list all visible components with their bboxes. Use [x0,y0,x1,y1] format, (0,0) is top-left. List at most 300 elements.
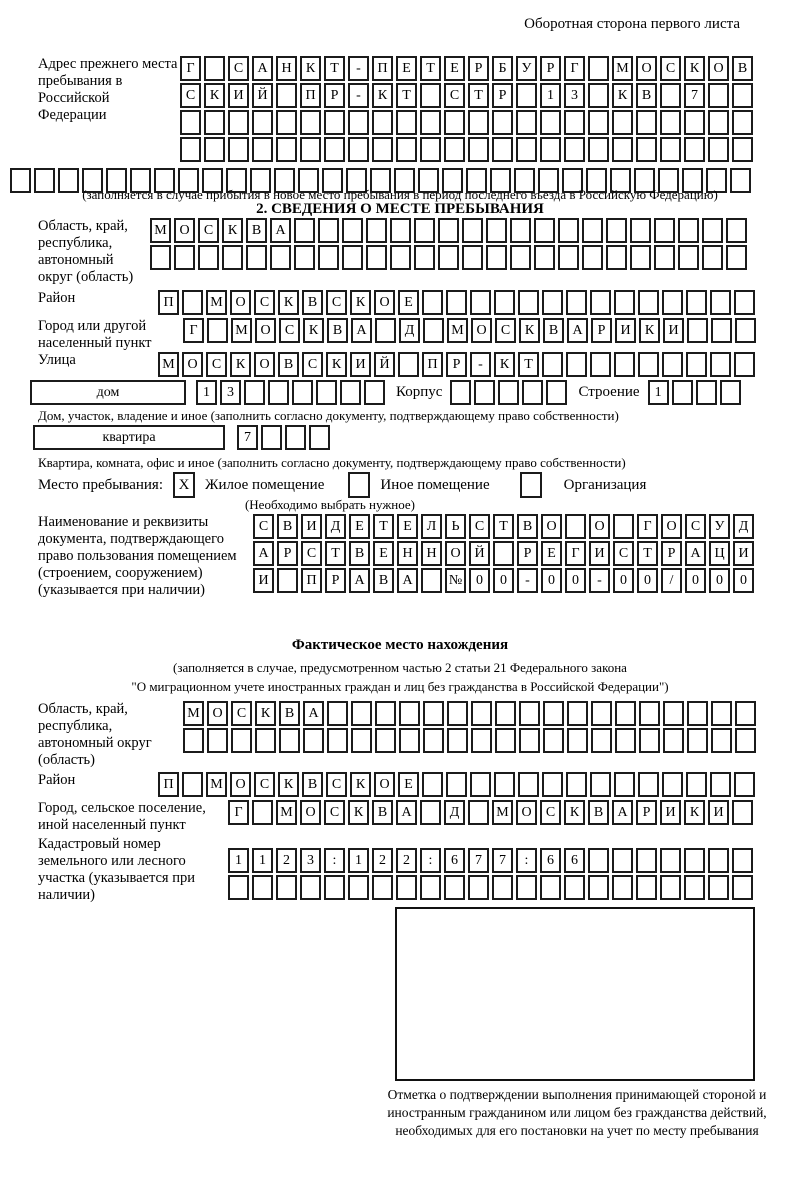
form-cell [450,380,471,405]
form-cell [279,728,300,753]
cadastral-field [38,836,756,904]
form-cell: Й [374,352,395,377]
form-cell [660,110,681,135]
form-cell [546,380,567,405]
stay-place-row [38,472,646,498]
form-cell [399,701,420,726]
form-cell [702,245,723,270]
form-cell: К [639,318,660,343]
form-cell: О [254,352,275,377]
form-cell [711,701,732,726]
stay-option-label-residential: Жилое помещение [205,477,325,493]
stay-place-label: Место пребывания: [38,477,163,493]
form-cell: К [255,701,276,726]
form-cell: К [303,318,324,343]
form-cell: А [567,318,588,343]
form-cell: Н [276,56,297,81]
form-cell [732,800,753,825]
form-cell: С [254,772,275,797]
form-cell [687,728,708,753]
form-cell [660,137,681,162]
form-cell: О [300,800,321,825]
form-cell [309,425,330,450]
form-cell [588,110,609,135]
form-cell: Р [540,56,561,81]
actual-region-field [38,701,759,769]
form-cell: И [253,568,274,593]
form-cell [590,290,611,315]
form-cell: А [253,541,274,566]
form-cell: С [660,56,681,81]
form-cell: С [495,318,516,343]
form-cell [366,218,387,243]
form-cell [726,218,747,243]
document-field [38,514,757,599]
previous-address-row-4 [180,137,756,162]
form-cell: А [685,541,706,566]
form-cell [678,245,699,270]
form-cell: С [206,352,227,377]
form-cell [474,380,495,405]
form-cell [468,137,489,162]
form-cell: Р [661,541,682,566]
form-cell: Е [444,56,465,81]
form-cell [327,728,348,753]
form-cell: У [516,56,537,81]
form-cell: 6 [564,848,585,873]
confirmation-stamp-note: Отметка о подтверждении выполнения принимающей стороной и иностранным гражданином или лицом без гражданства действий, необходимых для его постановки на учет по месту пребывания [387,1087,767,1138]
form-cell [613,514,634,539]
form-cell: А [351,318,372,343]
form-cell [710,290,731,315]
form-cell: В [327,318,348,343]
form-cell [421,568,442,593]
form-cell: В [279,701,300,726]
form-cell [150,245,171,270]
form-cell: С [180,83,201,108]
form-cell [255,728,276,753]
form-cell [207,318,228,343]
form-cell [662,352,683,377]
form-cell [564,875,585,900]
form-cell [615,728,636,753]
form-cell [510,245,531,270]
form-cell [396,137,417,162]
form-cell [348,110,369,135]
form-cell [543,701,564,726]
form-cell [444,110,465,135]
form-cell [639,701,660,726]
actual-location-note-1: (заполняется в случае, предусмотренном частью 2 статьи 21 Федерального закона [173,660,627,675]
form-cell: 1 [348,848,369,873]
form-cell: - [470,352,491,377]
form-cell: Р [324,83,345,108]
form-cell: Й [252,83,273,108]
form-cell: И [663,318,684,343]
form-cell [285,425,306,450]
cadastral-row-1 [228,848,756,873]
stay-option-label-other: Иное помещение [380,477,490,493]
form-cell [540,137,561,162]
form-cell: : [420,848,441,873]
form-cell: С [302,352,323,377]
form-cell: Ц [709,541,730,566]
form-cell: Е [373,541,394,566]
form-cell [686,772,707,797]
form-cell [375,728,396,753]
form-cell: 1 [540,83,561,108]
actual-region-label: Область, край, республика, автономный округ (область) [38,701,152,768]
form-cell: О [207,701,228,726]
region-row-2 [150,245,750,270]
confirmation-stamp-box [395,907,755,1081]
form-cell: Т [420,56,441,81]
form-cell: М [276,800,297,825]
form-cell [494,772,515,797]
form-cell [348,137,369,162]
street-field [38,352,758,379]
form-cell: 3 [300,848,321,873]
form-cell [268,380,289,405]
form-cell [686,290,707,315]
district-row [158,290,758,315]
form-cell [708,137,729,162]
form-cell [444,875,465,900]
form-cell: : [516,848,537,873]
city-label: Город или другой населенный пункт [38,318,152,351]
form-cell: Р [517,541,538,566]
form-cell [276,137,297,162]
form-cell: К [278,290,299,315]
form-cell [672,380,693,405]
form-cell [492,137,513,162]
form-cell [708,848,729,873]
form-cell: Е [397,514,418,539]
form-cell [420,137,441,162]
form-cell [204,110,225,135]
form-cell [720,380,741,405]
form-cell [630,245,651,270]
actual-location-title: Фактическое место нахождения [291,637,509,653]
form-cell [630,218,651,243]
form-cell [444,137,465,162]
form-cell: П [158,290,179,315]
form-cell [542,772,563,797]
form-cell [684,137,705,162]
form-cell [591,728,612,753]
form-cell: 3 [564,83,585,108]
form-cell [516,137,537,162]
form-cell [732,83,753,108]
form-cell [735,701,756,726]
form-cell [614,290,635,315]
form-cell: - [348,56,369,81]
form-cell: № [445,568,466,593]
form-cell [734,772,755,797]
form-cell [246,245,267,270]
previous-address-label: Адрес прежнего места пребывания в Российской Федерации [38,56,178,123]
form-cell: С [198,218,219,243]
form-cell: И [301,514,322,539]
form-cell [420,83,441,108]
page-side-note: Оборотная сторона первого листа [524,16,740,32]
form-cell [492,875,513,900]
form-cell [300,137,321,162]
form-cell [182,290,203,315]
form-cell [735,728,756,753]
form-cell [684,848,705,873]
form-cell: Т [373,514,394,539]
form-cell [566,772,587,797]
form-cell [182,772,203,797]
form-cell [614,772,635,797]
form-cell: Е [349,514,370,539]
form-cell: В [302,772,323,797]
form-cell [734,290,755,315]
form-cell [277,568,298,593]
form-cell: Й [469,541,490,566]
form-cell [423,318,444,343]
form-cell [615,701,636,726]
document-label: Наименование и реквизиты документа, подтверждающего право пользования помещением (строением, сооружением) (указывается при наличии) [38,514,237,598]
form-cell [228,137,249,162]
form-cell: М [183,701,204,726]
form-cell [252,110,273,135]
stay-option-checkbox-organization [520,472,542,498]
form-cell [582,245,603,270]
previous-address-field [38,56,756,164]
form-cell [492,110,513,135]
form-cell: А [270,218,291,243]
form-cell [261,425,282,450]
form-cell: 6 [444,848,465,873]
form-cell [567,701,588,726]
form-cell [732,110,753,135]
form-cell: О [374,772,395,797]
form-cell: С [326,290,347,315]
form-cell [543,728,564,753]
house-number-cells [196,380,388,400]
form-cell [423,728,444,753]
form-cell: К [326,352,347,377]
form-cell: М [447,318,468,343]
form-cell [590,772,611,797]
form-cell: Т [325,541,346,566]
street-row [158,352,758,377]
form-cell: Т [637,541,658,566]
form-cell: 0 [493,568,514,593]
form-cell [372,875,393,900]
form-cell [470,772,491,797]
form-cell: - [517,568,538,593]
form-cell: С [279,318,300,343]
form-cell [588,848,609,873]
form-cell [519,701,540,726]
form-cell: Т [493,514,514,539]
form-cell [324,137,345,162]
form-cell: 6 [540,848,561,873]
form-cell [686,352,707,377]
form-cell [588,137,609,162]
form-cell: 1 [648,380,669,405]
form-cell [292,380,313,405]
form-cell [423,701,444,726]
form-cell: С [444,83,465,108]
form-cell: У [709,514,730,539]
form-cell [588,56,609,81]
form-cell: Г [565,541,586,566]
form-cell: - [348,83,369,108]
form-cell [351,728,372,753]
form-cell: К [300,56,321,81]
form-cell: Д [444,800,465,825]
city-field [38,318,759,352]
region-rows [150,218,750,272]
document-row-3 [253,568,757,593]
form-cell: С [254,290,275,315]
form-cell: Т [396,83,417,108]
form-cell [372,110,393,135]
form-cell [396,110,417,135]
form-cell [638,352,659,377]
form-cell: К [348,800,369,825]
form-cell: Г [228,800,249,825]
form-cell [591,701,612,726]
korpus-label: Корпус [396,384,443,400]
form-cell: Т [518,352,539,377]
city-row [183,318,759,343]
form-cell: П [372,56,393,81]
form-cell: А [612,800,633,825]
form-cell: Г [180,56,201,81]
form-cell [495,728,516,753]
form-cell [684,110,705,135]
form-cell [486,245,507,270]
form-cell: О [541,514,562,539]
form-cell: К [372,83,393,108]
form-cell [318,245,339,270]
form-cell [204,137,225,162]
form-cell: Ь [445,514,466,539]
form-cell [516,83,537,108]
form-cell [498,380,519,405]
form-cell [340,380,361,405]
form-cell: - [589,568,610,593]
form-cell [636,137,657,162]
form-cell [396,875,417,900]
stay-place-note: (Необходимо выбрать нужное) [244,497,416,512]
form-cell: О [174,218,195,243]
form-cell: О [182,352,203,377]
form-cell: С [231,701,252,726]
form-cell [696,380,717,405]
document-row-2 [253,541,757,566]
apartment-cells [237,425,333,445]
form-cell [564,137,585,162]
korpus-cells [450,380,570,397]
form-cell: И [350,352,371,377]
form-cell [565,514,586,539]
form-cell: Г [564,56,585,81]
form-cell [420,875,441,900]
form-cell: В [278,352,299,377]
form-cell [687,701,708,726]
form-cell: 2 [372,848,393,873]
form-cell [276,83,297,108]
form-cell: 7 [684,83,705,108]
form-cell: О [516,800,537,825]
form-cell [390,218,411,243]
form-cell: Т [468,83,489,108]
form-cell: 7 [468,848,489,873]
form-cell: К [222,218,243,243]
form-cell [662,290,683,315]
form-cell [399,728,420,753]
form-cell: 0 [709,568,730,593]
form-cell [708,110,729,135]
form-cell: А [397,568,418,593]
form-cell: О [471,318,492,343]
form-cell [446,772,467,797]
form-cell: 0 [565,568,586,593]
form-cell [471,701,492,726]
form-cell [612,110,633,135]
form-cell [422,290,443,315]
form-cell: А [252,56,273,81]
form-cell: 1 [228,848,249,873]
form-cell: П [301,568,322,593]
form-cell: М [150,218,171,243]
form-cell: Г [183,318,204,343]
form-cell [612,137,633,162]
region-row-1 [150,218,750,243]
form-cell [180,137,201,162]
form-cell [470,290,491,315]
form-cell: М [492,800,513,825]
form-cell [518,290,539,315]
form-cell [222,245,243,270]
form-cell: С [228,56,249,81]
form-cell [300,110,321,135]
form-cell: 2 [396,848,417,873]
form-cell [276,110,297,135]
form-cell [638,772,659,797]
form-cell: В [246,218,267,243]
form-cell: И [228,83,249,108]
form-cell [518,772,539,797]
form-cell [540,110,561,135]
previous-address-row-3 [180,110,756,135]
region-label: Область, край, республика, автономный округ (область) [38,218,134,285]
form-cell: И [615,318,636,343]
form-cell: Р [468,56,489,81]
form-cell: О [230,772,251,797]
apartment-row [33,425,333,450]
form-cell: И [660,800,681,825]
stay-option-checkbox-other [348,472,370,498]
form-cell: Л [421,514,442,539]
actual-city-field [38,800,756,834]
form-cell [198,245,219,270]
form-cell: О [589,514,610,539]
form-cell [468,800,489,825]
form-cell [534,245,555,270]
form-cell: 7 [237,425,258,450]
form-cell: : [324,848,345,873]
form-cell [542,352,563,377]
document-row-1 [253,514,757,539]
form-cell: М [158,352,179,377]
